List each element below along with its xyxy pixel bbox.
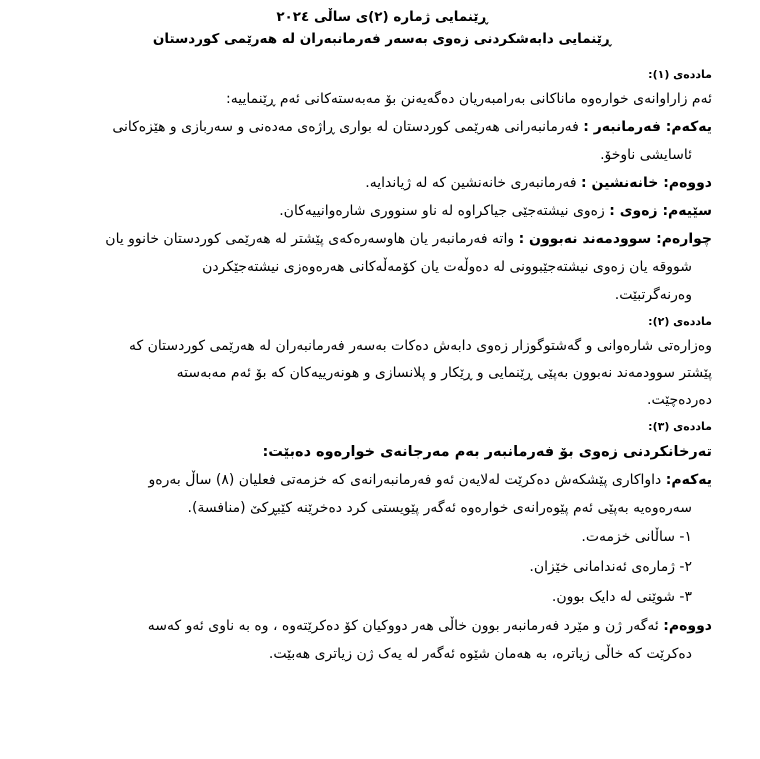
definition-not-beneficiary	[52, 225, 712, 253]
article-1-label: ماددەی (١):	[648, 68, 712, 81]
condition-first	[52, 466, 712, 494]
condition-second-cont: دەکرێت کە خاڵی زیاترە، بە هەمان شێوە ئەگەر لە یەک ژن زیاتری هەبێت.	[268, 646, 692, 662]
article-3-heading: تەرخانکردنی زەوی بۆ فەرمانبەر بەم مەرجانەی خوارەوە دەبێت:	[262, 444, 712, 460]
definition-not-beneficiary-cont: شووقە یان زەوی نیشتەجێبوونی لە دەوڵەت یان کۆمەڵەکانی هەرەوەزی نیشتەجێکردن	[202, 259, 692, 275]
definition-label: دووەم: خانەنشین :	[581, 175, 712, 191]
definition-text: فەرمانبەری خانەنشین کە لە ژیاندایە.	[365, 175, 577, 191]
definition-land	[52, 197, 712, 225]
article-3-label: ماددەی (٣):	[648, 420, 712, 433]
definition-retiree	[52, 169, 712, 197]
article-2-text: پێشتر سوودمەند نەبوون بەپێی ڕێنمایی و ڕێکار و پلانسازی و هونەرییەکان کە بۆ ئەم مەبەستە	[176, 365, 712, 381]
criterion-item: ٢- ژمارەی ئەندامانی خێزان.	[529, 559, 692, 575]
article-2-label: ماددەی (٢):	[648, 315, 712, 328]
condition-text: ئەگەر ژن و مێرد فەرمانبەر بوون خاڵی هەر دووکیان کۆ دەکرێتەوە ، وە بە ناوی ئەو کەسە	[147, 618, 659, 634]
document-title: ڕێنمایی ژمارە (٢)ی ساڵی ٢٠٢٤	[276, 9, 488, 25]
definition-label: یەکەم: فەرمانبەر :	[583, 119, 712, 135]
criterion-item: ١- ساڵانی خزمەت.	[581, 529, 692, 545]
definition-text: فەرمانبەرانی هەرێمی کوردستان لە بواری ڕاژەی مەدەنی و سەربازی و هێزەکانی	[112, 119, 579, 135]
article-2-text: وەزارەتی شارەوانی و گەشتوگوزار زەوی دابەش دەکات بەسەر فەرمانبەران لە هەرێمی کوردستان کە	[129, 338, 712, 354]
definition-text: واتە فەرمانبەر یان هاوسەرەکەی پێشتر لە هەرێمی کوردستان خانوو یان	[105, 231, 515, 247]
article-2-text: دەردەچێت.	[647, 392, 712, 408]
definition-employee	[52, 113, 712, 141]
condition-second	[52, 612, 712, 640]
definition-not-beneficiary-cont: وەرنەگرتبێت.	[614, 287, 692, 303]
definition-label: سێیەم: زەوی :	[609, 203, 712, 219]
condition-label: دووەم:	[663, 618, 712, 634]
article-1-intro: ئەم زاراوانەی خوارەوە ماناکانی بەرامبەریان دەگەیەنن بۆ مەبەستەکانی ئەم ڕێنماییە:	[226, 91, 712, 107]
criterion-item: ٣- شوێنی لە دایک بوون.	[551, 589, 692, 605]
condition-first-cont: سەرەوەیە بەپێی ئەم پێوەرانەی خوارەوە ئەگەر پێویستی کرد دەخرێنە کێبڕکێ (منافسة).	[187, 500, 692, 516]
condition-label: یەکەم:	[665, 472, 712, 488]
definition-employee-cont: ئاسایشی ناوخۆ.	[600, 147, 692, 163]
definition-text: زەوی نیشتەجێی جیاکراوە لە ناو سنووری شارەوانییەکان.	[279, 203, 605, 219]
condition-text: داواکاری پێشکەش دەکرێت لەلایەن ئەو فەرمانبەرانەی کە خزمەتی فعلیان (٨) ساڵ بەرەو	[148, 472, 662, 488]
document-subtitle: ڕێنمایی دابەشکردنی زەوی بەسەر فەرمانبەران لە هەرێمی کوردستان	[152, 31, 612, 47]
definition-label: چوارەم: سوودمەند نەبوون :	[518, 231, 712, 247]
